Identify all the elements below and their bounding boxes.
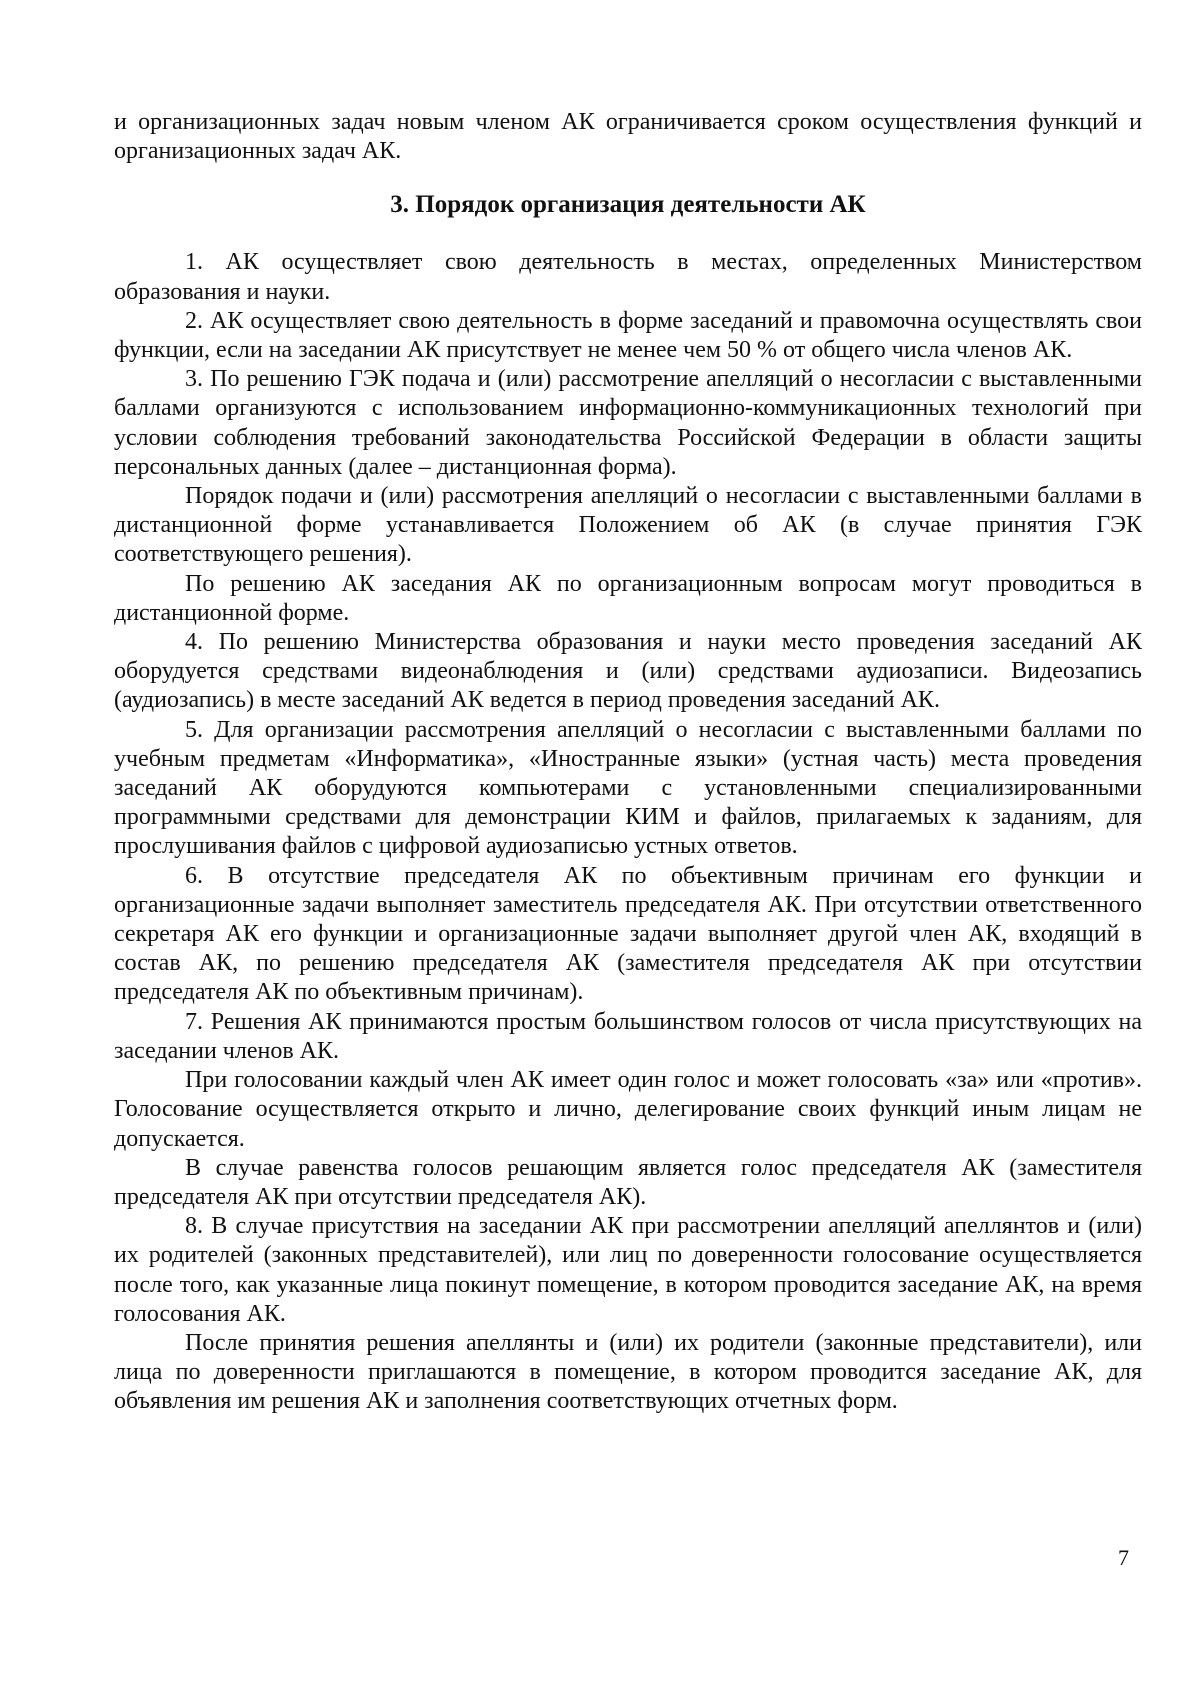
- intro-paragraph: и организационных задач новым членом АК ограничивается сроком осуществления функций и организационных задач АК.: [114, 109, 1142, 165]
- document-body: [114, 108, 1142, 1417]
- paragraph-8-after-decision: После принятия решения апеллянты и (или) их родители (законные представители), или лица по доверенности приглашаются в помещение, в котором проводится заседание АК, для объявления им решения АК и заполнения соответствующих отчетных форм.: [114, 1329, 1142, 1415]
- paragraph-4: 4. По решению Министерства образования и науки место проведения заседаний АК оборудуется средствами видеонаблюдения и (или) средствами аудиозаписи. Видеозапись (аудиозапись) в месте заседаний АК ведется в период проведения заседаний АК.: [114, 629, 1142, 714]
- section-title: 3. Порядок организация деятельности АК: [390, 191, 866, 219]
- paragraph-3-remote-meetings: По решению АК заседания АК по организационным вопросам могут проводиться в дистанционной форме.: [114, 570, 1142, 626]
- paragraph-2: 2. АК осуществляет свою деятельность в форме заседаний и правомочна осуществлять свои функции, если на заседании АК присутствует не менее чем 50 % от общего числа членов АК.: [114, 307, 1142, 364]
- paragraph-7-voting: При голосовании каждый член АК имеет один голос и может голосовать «за» или «против». Голосование осуществляется открыто и лично, делегирование своих функций иным лицам не допускается.: [114, 1067, 1142, 1152]
- paragraph-5: 5. Для организации рассмотрения апелляций о несогласии с выставленными баллами по учебным предметам «Информатика», «Иностранные языки» (устная часть) места проведения заседаний АК оборудуются компьютерами с установленными специализированными программными средствами для демонстрации КИМ и файлов, прилагаемых к заданиям, для прослушивания файлов с цифровой аудиозаписью устных ответов.: [114, 716, 1142, 860]
- paragraph-3-remote-procedure: Порядок подачи и (или) рассмотрения апелляций о несогласии с выставленными баллами в дистанционной форме устанавливается Положением об АК (в случае принятия ГЭК соответствующего решения).: [114, 483, 1142, 568]
- paragraph-7-tie: В случае равенства голосов решающим является голос председателя АК (заместителя председателя АК при отсутствии председателя АК).: [114, 1154, 1142, 1210]
- paragraph-7: 7. Решения АК принимаются простым большинством голосов от числа присутствующих на заседании членов АК.: [114, 1008, 1142, 1064]
- paragraph-1: 1. АК осуществляет свою деятельность в местах, определенных Министерством образования и науки.: [114, 249, 1142, 305]
- paragraph-3: 3. По решению ГЭК подача и (или) рассмотрение апелляций о несогласии с выставленными баллами организуются с использованием информационно-коммуникационных технологий при условии соблюдения требований законодательства Российской Федерации в области защиты персональных данных (далее – дистанционная форма).: [114, 366, 1142, 480]
- page-number: 7: [1118, 1545, 1129, 1570]
- paragraph-8: 8. В случае присутствия на заседании АК при рассмотрении апелляций апеллянтов и (или) их родителей (законных представителей), или лиц по доверенности голосование осуществляется после того, как указанные лица покинут помещение, в котором проводится заседание АК, на время голосования АК.: [114, 1213, 1142, 1327]
- paragraph-6: 6. В отсутствие председателя АК по объективным причинам его функции и организационные задачи выполняет заместитель председателя АК. При отсутствии ответственного секретаря АК его функции и организационные задачи выполняет другой член АК, входящий в состав АК, по решению председателя АК (заместителя председателя АК при отсутствии председателя АК по объективным причинам).: [114, 862, 1142, 1006]
